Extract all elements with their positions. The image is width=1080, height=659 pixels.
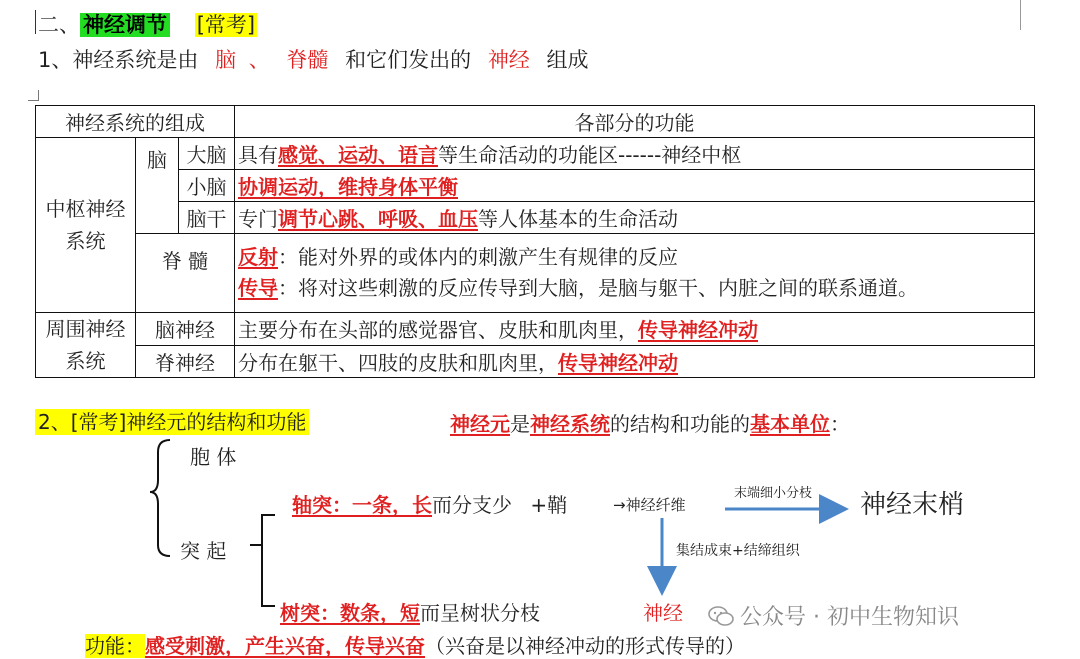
brainstem-function: 专门调节心跳、呼吸、血压等人体基本的生命活动 — [235, 202, 1035, 234]
frequent-tag: [常考] — [196, 13, 256, 37]
sentence-middle: 和它们发出的 — [345, 48, 472, 72]
cranial-nerve-function: 主要分布在头部的感觉器官、皮肤和肌肉里，传导神经冲动 — [235, 313, 1035, 346]
watermark — [708, 600, 959, 631]
cerebrum-function: 具有感觉、运动、语言等生命活动的功能区------神经中枢 — [235, 138, 1035, 170]
process-bracket — [250, 515, 275, 606]
peripheral-nervous-system-cell: 周围神经系统 — [36, 313, 136, 378]
spinal-nerve-function: 分布在躯干、四肢的皮肤和肌肉里，传导神经冲动 — [235, 345, 1035, 378]
cerebellum-cell: 小脑 — [179, 170, 235, 202]
process-label: 突 起 — [180, 539, 227, 563]
function-label: 功能： — [85, 634, 145, 658]
answer-brain: 脑 — [215, 48, 237, 72]
header-function: 各部分的功能 — [235, 106, 1035, 138]
cerebrum-cell: 大脑 — [179, 138, 235, 170]
cerebellum-function: 协调运动，维持身体平衡 — [235, 170, 1035, 202]
answer-nerve: 神经 — [487, 48, 530, 72]
cell-body-label: 胞 体 — [190, 445, 237, 469]
sentence-prefix: 1、神经系统是由 — [38, 48, 199, 72]
spinal-cord-function: 反射：能对外界的或体内的刺激产生有规律的反应 传导：将对这些刺激的反应传导到大脑，是脑与躯干、内脏之间的联系通道。 — [235, 234, 1035, 313]
function-note: （兴奋是以神经冲动的形式传导的） — [425, 634, 745, 658]
nerve-label: 神经 — [643, 601, 683, 625]
axon-description: 轴突：一条，长而分支少 +鞘 — [292, 493, 568, 517]
nerve-fiber-label: →神经纤维 — [613, 496, 686, 514]
neuron-definition: 神经元是神经系统的结构和功能的基本单位： — [450, 412, 850, 436]
cranial-nerve-cell: 脑神经 — [136, 313, 235, 346]
dendrite-description: 树突：数条，短而呈树状分枝 — [280, 601, 540, 625]
brain-cell: 脑 — [136, 138, 179, 234]
structure-brace — [150, 440, 170, 556]
answer-spinal-cord: 脊髓 — [286, 48, 329, 72]
function-answer: 感受刺激，产生兴奋，传导兴奋 — [145, 634, 425, 658]
section-title: 神经调节 — [80, 13, 170, 37]
section-number: 二、 — [38, 13, 80, 37]
function-line — [85, 630, 745, 659]
header-composition: 神经系统的组成 — [36, 106, 235, 138]
nerve-ending-label: 神经末梢 — [860, 490, 965, 520]
spinal-cord-cell: 脊 髓 — [136, 234, 235, 313]
sentence-end: 组成 — [546, 48, 589, 72]
branch-label: 末端细小分枝 — [734, 486, 813, 501]
sheath-label: +鞘 — [530, 493, 568, 517]
bundle-label: 集结成束+结缔组织 — [676, 543, 800, 559]
neuron-heading: 2、[常考]神经元的结构和功能 — [35, 409, 309, 435]
spinal-nerve-cell: 脊神经 — [136, 345, 235, 378]
answer-separator: 、 — [248, 48, 270, 72]
watermark-text: 公众号 · 初中生物知识 — [740, 605, 959, 630]
brainstem-cell: 脑干 — [179, 202, 235, 234]
wechat-icon — [708, 605, 734, 627]
central-nervous-system-cell: 中枢神经系统 — [36, 138, 136, 313]
